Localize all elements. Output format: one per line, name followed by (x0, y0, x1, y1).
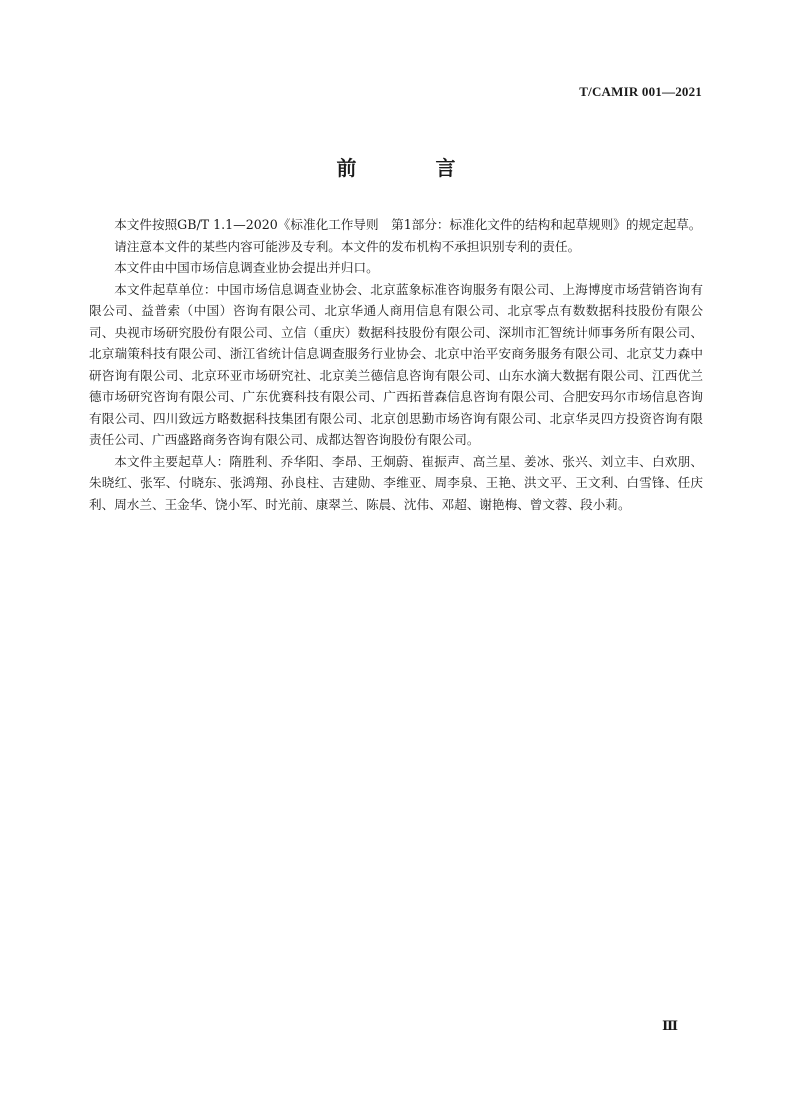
page-number: Ⅲ (662, 1018, 678, 1033)
page-title: 前 言 (336, 156, 492, 180)
paragraph-drafting-units: 本文件起草单位：中国市场信息调查业协会、北京蓝象标准咨询服务有限公司、上海博度市场营销咨询有限公司、益普索（中国）咨询有限公司、北京华通人商用信息有限公司、北京零点有数数据科技股份有限公司、央视市场研究股份有限公司、立信（重庆）数据科技股份有限公司、深圳市汇智统计师事务所有限公司、北京瑞策科技有限公司、浙江省统计信息调查服务行业协会、北京中治平安商务服务有限公司、北京艾力森中研咨询有限公司、北京环亚市场研究社、北京美兰德信息咨询有限公司、山东水滴大数据有限公司、江西优兰德市场研究咨询有限公司、广东优赛科技有限公司、广西拓普森信息咨询有限公司、合肥安玛尔市场信息咨询有限公司、四川致远方略数据科技集团有限公司、北京创思勤市场咨询有限公司、北京华灵四方投资咨询有限责任公司、广西盛路商务咨询有限公司、成都达智咨询股份有限公司。 (89, 281, 703, 447)
paragraph-patent-notice: 请注意本文件的某些内容可能涉及专利。本文件的发布机构不承担识别专利的责任。 (114, 238, 581, 254)
standard-code: T/CAMIR 001—2021 (579, 84, 702, 99)
foreword-body (89, 214, 703, 515)
paragraph-drafting-rules: 本文件按照GB/T 1.1—2020《标准化工作导则 第1部分：标准化文件的结构和起草规则》的规定起草。 (114, 217, 702, 232)
paragraph-proposer: 本文件由中国市场信息调查业协会提出并归口。 (114, 260, 379, 275)
paragraph-drafters: 本文件主要起草人：隋胜利、乔华阳、李昂、王炯蔚、崔振声、高兰星、姜冰、张兴、刘立丰、白欢朋、朱晓红、张军、付晓东、张鸿翔、孙良柱、吉建勋、李维亚、周李泉、王艳、洪文平、王文利、白雪锋、任庆利、周水兰、王金华、饶小军、时光前、康翠兰、陈晨、沈伟、邓超、谢艳梅、曾文蓉、段小莉。 (89, 453, 703, 512)
